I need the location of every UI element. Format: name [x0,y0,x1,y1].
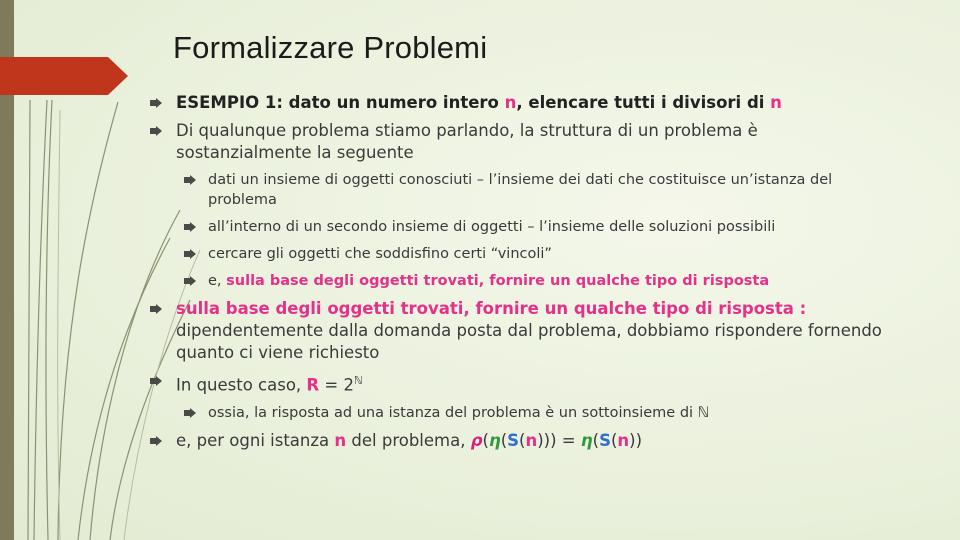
bullet-caso [150,370,890,397]
eta-symbol: η [580,430,593,450]
arrow-bullet-icon [150,436,162,446]
var-n: n [504,93,517,112]
s-symbol: S [507,430,520,450]
paren: ( [500,430,508,450]
var-n: n [525,430,538,450]
sub-bullet-sottoinsieme [184,403,890,423]
sub-bullet-risposta [184,271,890,291]
paren: )) [629,430,643,450]
caso-lead: In questo caso, [176,375,307,395]
risposta-rest: dipendentemente dalla domanda posta dal problema, dobbiamo rispondere fornendo quanto ci viene richiesto [176,321,882,362]
esempio-mid: , elencare tutti i divisori di [516,93,771,112]
paren: ( [610,430,618,450]
arrow-bullet-icon [184,249,196,259]
var-n: n [770,93,782,112]
arrow-bullet-icon [150,126,162,136]
paren: ( [482,430,489,450]
eta-symbol: η [488,430,501,450]
slide-title: Formalizzare Problemi [173,30,488,65]
sub-prefix: e, [208,273,227,289]
sub-bullet-soluzioni [184,217,890,237]
bullet-esempio [150,92,890,114]
bullet-risposta [150,298,890,364]
arrow-bullet-icon [150,304,162,314]
var-n: n [334,430,347,450]
s-symbol: S [599,430,611,450]
var-n: n [617,430,630,450]
var-R: R [306,375,320,395]
paren: ))) = [537,430,581,450]
formula-lead: e, per ogni istanza [176,430,335,450]
sub-text: cercare gli oggetti che soddisfino certi “vincoli” [208,246,552,262]
arrow-bullet-icon [184,276,196,286]
caso-eq: = 2 [319,375,354,395]
sub-text: ossia, la risposta ad una istanza del problema è un sottoinsieme di ℕ [208,404,710,421]
bullet-formula [150,430,890,452]
risposta-highlight: sulla base degli oggetti trovati, fornire un qualche tipo di risposta [226,273,770,289]
risposta-highlight: sulla base degli oggetti trovati, fornire un qualche tipo di risposta : [176,299,807,318]
slide-content [150,92,890,458]
struttura-text: Di qualunque problema stiamo parlando, la struttura di un problema è sostanzialmente la seguente [176,121,758,162]
bullet-struttura [150,120,890,164]
rho-symbol: ρ [470,430,483,450]
arrow-bullet-icon [150,98,162,108]
sub-text: dati un insieme di oggetti conosciuti – l’insieme dei dati che costituisce un’istanza del problema [208,172,833,208]
paren: ( [519,430,526,450]
paren: ( [592,430,600,450]
arrow-bullet-icon [150,376,162,386]
arrow-bullet-icon [184,408,196,418]
arrow-bullet-icon [184,175,196,185]
esempio-lead: ESEMPIO 1: dato un numero intero [176,93,505,112]
title-accent-tab [0,57,128,95]
formula-mid: del problema, [346,430,471,450]
naturals-superscript: ℕ [353,374,363,387]
arrow-bullet-icon [184,222,196,232]
sub-bullet-vincoli [184,244,890,264]
sub-bullet-dati [184,170,890,210]
sub-text: all’interno di un secondo insieme di oggetti – l’insieme delle soluzioni possibili [208,219,776,235]
